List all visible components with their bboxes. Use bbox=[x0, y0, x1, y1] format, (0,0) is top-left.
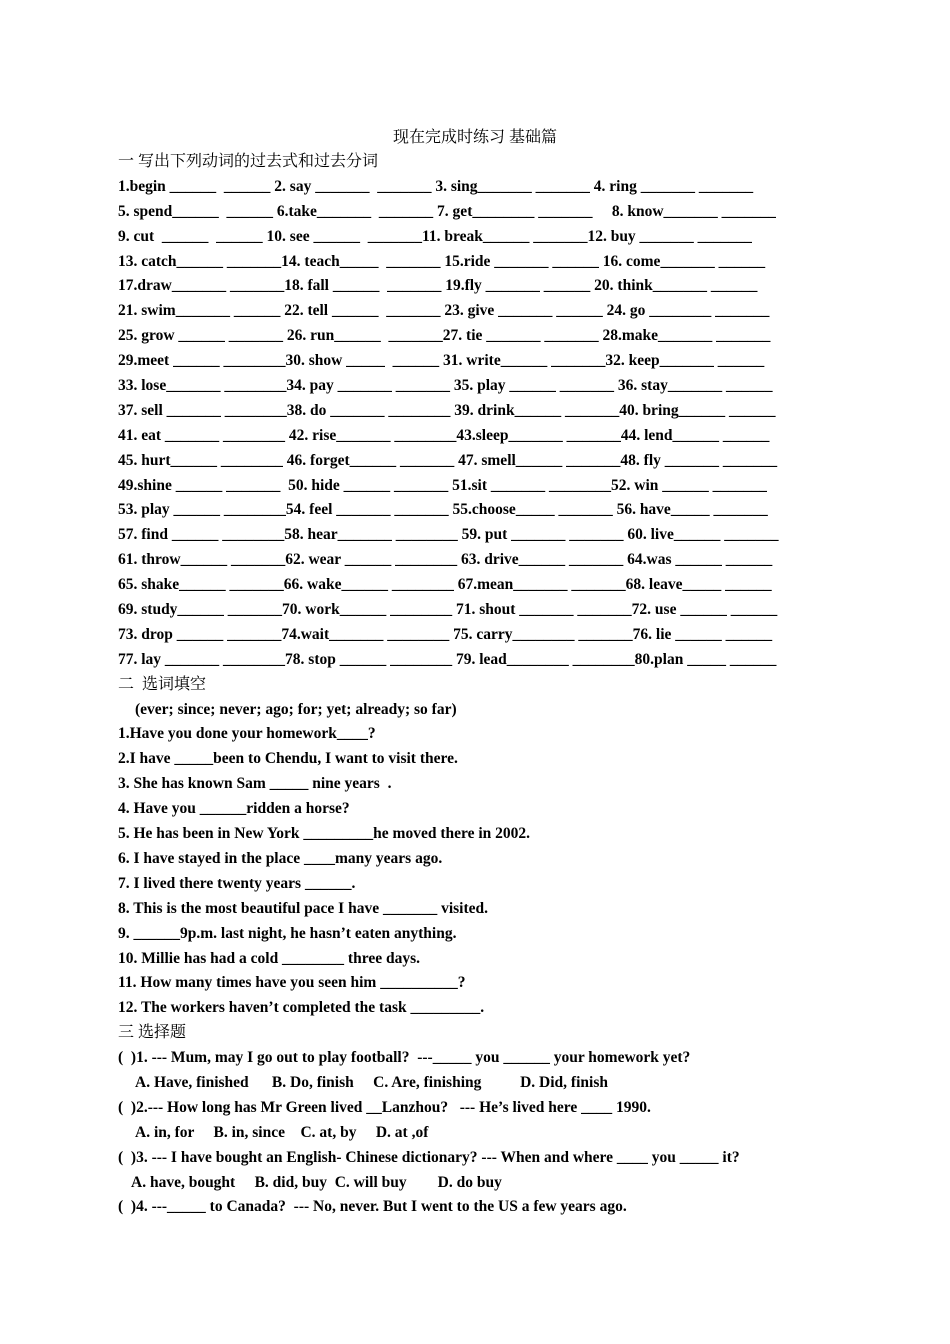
fill-blank-item: 12. The workers haven’t completed the task _________. bbox=[118, 999, 485, 1017]
fill-blank-item: 7. I lived there twenty years ______. bbox=[118, 874, 356, 892]
fill-blank-item: 10. Millie has had a cold ________ three days. bbox=[118, 949, 420, 967]
fill-blank-item: 5. He has been in New York _________he moved there in 2002. bbox=[118, 825, 531, 843]
verb-row: 9. cut ______ ______ 10. see ______ _______11. break______ _______12. buy _______ _______ bbox=[118, 227, 752, 245]
verb-row: 69. study______ _______70. work______ ________ 71. shout _______ _______72. use ______ ______ bbox=[118, 601, 778, 619]
verb-row: 61. throw______ _______62. wear ______ ________ 63. drive______ _______ 64.was ______ ______ bbox=[118, 551, 773, 569]
verb-row: 13. catch______ _______14. teach_____ _______ 15.ride _______ ______ 16. come_______ ______ bbox=[118, 252, 766, 270]
mc-options: A. Have, finished B. Do, finish C. Are, finishing D. Did, finish bbox=[135, 1073, 608, 1091]
fill-blank-item: 2.I have _____been to Chendu, I want to visit there. bbox=[118, 750, 458, 768]
verb-row: 5. spend______ ______ 6.take_______ _______ 7. get________ _______ 8. know_______ _______ bbox=[118, 202, 776, 220]
mc-question: ( )1. --- Mum, may I go out to play football? ---_____ you ______ your homework yet? bbox=[118, 1049, 691, 1067]
fill-blank-list bbox=[118, 722, 858, 1021]
verb-row: 65. shake______ _______66. wake______ ________ 67.mean_______ _______68. leave_____ ______ bbox=[118, 576, 772, 594]
verb-row: 41. eat _______ ________ 42. rise_______ ________43.sleep_______ _______44. lend______ ______ bbox=[118, 426, 770, 444]
fill-blank-item: 3. She has known Sam _____ nine years . bbox=[118, 775, 392, 793]
verb-row: 25. grow ______ _______ 26. run______ _______27. tie _______ _______ 28.make_______ _______ bbox=[118, 327, 771, 345]
fill-blank-item: 1.Have you done your homework____? bbox=[118, 725, 376, 743]
verb-row: 53. play ______ ________54. feel _______ _______ 55.choose_____ _______ 56. have_____ _______ bbox=[118, 501, 768, 519]
mc-question: ( )3. --- I have bought an English- Chinese dictionary? --- When and where ____ you _____ it? bbox=[118, 1148, 740, 1166]
verb-row: 29.meet ______ ________30. show _____ ______ 31. write______ _______32. keep_______ ______ bbox=[118, 352, 765, 370]
verb-row: 33. lose_______ ________34. pay _______ _______ 35. play ______ _______ 36. stay_______ ______ bbox=[118, 377, 773, 395]
fill-blank-item: 9. ______9p.m. last night, he hasn’t eaten anything. bbox=[118, 924, 457, 942]
verb-row: 77. lay _______ ________78. stop ______ ________ 79. lead________ ________80.plan _____ ______ bbox=[118, 650, 777, 668]
verb-row: 73. drop ______ _______74.wait_______ ________ 75. carry________ _______76. lie ______ ______ bbox=[118, 625, 773, 643]
mc-options: A. have, bought B. did, buy C. will buy D. do buy bbox=[131, 1173, 502, 1191]
fill-blank-item: 6. I have stayed in the place ____many years ago. bbox=[118, 849, 443, 867]
verb-row: 37. sell _______ ________38. do _______ ________ 39. drink______ _______40. bring______ ______ bbox=[118, 401, 776, 419]
mc-options: A. in, for B. in, since C. at, by D. at ,of bbox=[135, 1123, 429, 1141]
section1-heading: 一 写出下列动词的过去式和过去分词 bbox=[118, 153, 379, 170]
verb-table bbox=[118, 175, 858, 673]
page-title: 现在完成时练习 基础篇 bbox=[392, 129, 557, 146]
mc-question: ( )4. ---_____ to Canada? --- No, never. But I went to the US a few years ago. bbox=[118, 1198, 627, 1216]
word-bank: (ever; since; never; ago; for; yet; already; so far) bbox=[135, 700, 457, 718]
section3-heading: 三 选择题 bbox=[118, 1024, 187, 1042]
worksheet-content bbox=[118, 150, 858, 1220]
fill-blank-item: 8. This is the most beautiful pace I have _______ visited. bbox=[118, 899, 489, 917]
multiple-choice-list bbox=[118, 1046, 858, 1220]
verb-row: 1.begin ______ ______ 2. say _______ _______ 3. sing_______ _______ 4. ring _______ _______ bbox=[118, 177, 754, 195]
verb-row: 21. swim_______ ______ 22. tell ______ _______ 23. give _______ ______ 24. go ________ _______ bbox=[118, 302, 770, 320]
fill-blank-item: 4. Have you ______ridden a horse? bbox=[118, 800, 350, 818]
verb-row: 17.draw_______ _______18. fall ______ _______ 19.fly _______ ______ 20. think_______ ______ bbox=[118, 277, 758, 295]
section2-heading: 二 选词填空 bbox=[118, 675, 207, 693]
verb-row: 49.shine ______ _______ 50. hide ______ _______ 51.sit _______ ________52. win ______ _______ bbox=[118, 476, 767, 494]
verb-row: 57. find ______ ________58. hear_______ ________ 59. put _______ _______ 60. live______ _______ bbox=[118, 526, 779, 544]
verb-row: 45. hurt______ ________ 46. forget______ _______ 47. smell______ _______48. fly _______ _______ bbox=[118, 451, 778, 469]
mc-question: ( )2.--- How long has Mr Green lived __Lanzhou? --- He’s lived here ____ 1990. bbox=[118, 1098, 651, 1116]
fill-blank-item: 11. How many times have you seen him __________? bbox=[118, 974, 466, 992]
